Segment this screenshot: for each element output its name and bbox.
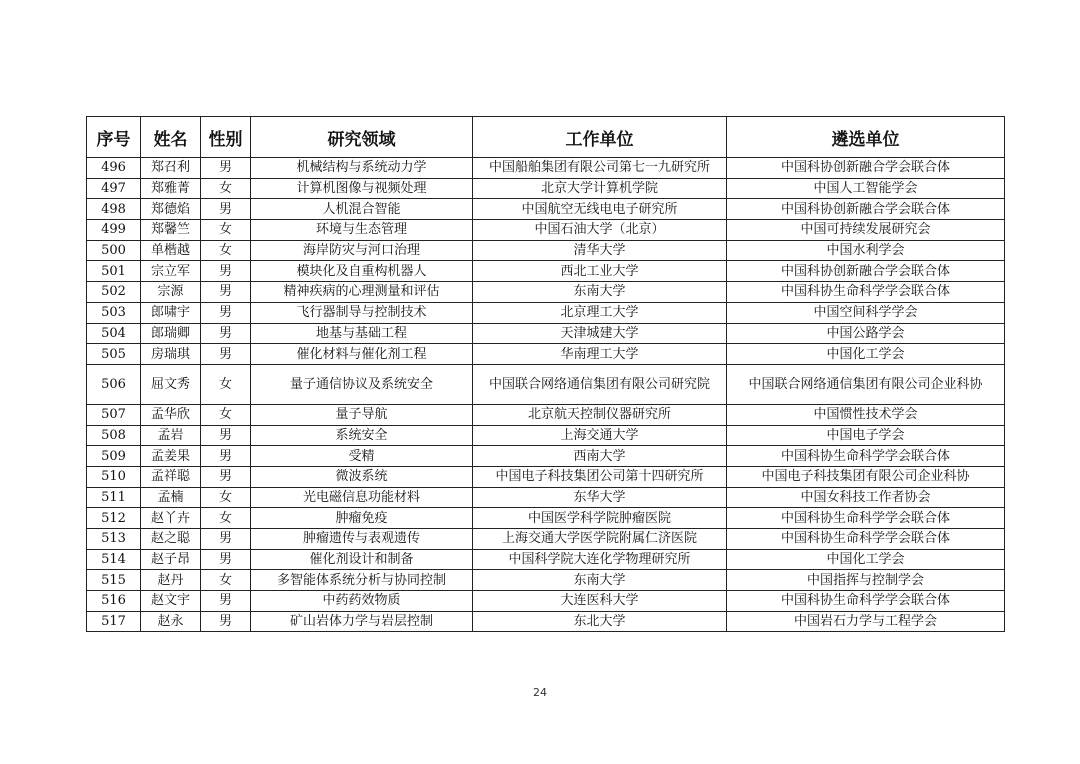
cell-field: 催化材料与催化剂工程	[251, 344, 473, 365]
cell-name: 屈文秀	[141, 364, 201, 404]
header-name: 姓名	[141, 117, 201, 158]
cell-name: 房瑞琪	[141, 344, 201, 365]
cell-workplace: 东北大学	[473, 611, 727, 632]
cell-index: 510	[87, 466, 141, 487]
cell-gender: 男	[201, 611, 251, 632]
cell-workplace: 中国联合网络通信集团有限公司研究院	[473, 364, 727, 404]
cell-name: 郎啸宇	[141, 302, 201, 323]
cell-field: 催化剂设计和制备	[251, 549, 473, 570]
table-row	[87, 425, 1005, 446]
cell-gender: 男	[201, 282, 251, 303]
cell-name: 郎瑞卿	[141, 323, 201, 344]
cell-field: 量子导航	[251, 404, 473, 425]
cell-name: 赵丹	[141, 570, 201, 591]
cell-workplace: 北京理工大学	[473, 302, 727, 323]
cell-nominator: 中国科协生命科学学会联合体	[727, 591, 1005, 612]
cell-index: 509	[87, 446, 141, 467]
cell-nominator: 中国科协生命科学学会联合体	[727, 282, 1005, 303]
table-row	[87, 364, 1005, 404]
header-workplace: 工作单位	[473, 117, 727, 158]
cell-name: 郑雅菁	[141, 178, 201, 199]
table-row	[87, 611, 1005, 632]
cell-field: 受精	[251, 446, 473, 467]
cell-field: 中药药效物质	[251, 591, 473, 612]
cell-nominator: 中国电子科技集团有限公司企业科协	[727, 466, 1005, 487]
table-row	[87, 282, 1005, 303]
cell-gender: 女	[201, 220, 251, 241]
table-row	[87, 344, 1005, 365]
cell-name: 赵永	[141, 611, 201, 632]
cell-field: 多智能体系统分析与协同控制	[251, 570, 473, 591]
cell-workplace: 上海交通大学	[473, 425, 727, 446]
cell-gender: 女	[201, 487, 251, 508]
cell-nominator: 中国人工智能学会	[727, 178, 1005, 199]
cell-workplace: 西南大学	[473, 446, 727, 467]
cell-nominator: 中国水利学会	[727, 240, 1005, 261]
cell-field: 地基与基础工程	[251, 323, 473, 344]
cell-gender: 男	[201, 199, 251, 220]
cell-name: 宗立军	[141, 261, 201, 282]
table-row	[87, 323, 1005, 344]
cell-index: 517	[87, 611, 141, 632]
cell-field: 人机混合智能	[251, 199, 473, 220]
cell-index: 516	[87, 591, 141, 612]
cell-nominator: 中国科协生命科学学会联合体	[727, 446, 1005, 467]
cell-nominator: 中国指挥与控制学会	[727, 570, 1005, 591]
cell-nominator: 中国可持续发展研究会	[727, 220, 1005, 241]
table-row	[87, 487, 1005, 508]
cell-index: 511	[87, 487, 141, 508]
cell-field: 微波系统	[251, 466, 473, 487]
table-row	[87, 529, 1005, 550]
cell-nominator: 中国科协生命科学学会联合体	[727, 529, 1005, 550]
cell-workplace: 大连医科大学	[473, 591, 727, 612]
cell-nominator: 中国科协生命科学学会联合体	[727, 508, 1005, 529]
header-index: 序号	[87, 117, 141, 158]
cell-gender: 男	[201, 446, 251, 467]
cell-name: 赵之聪	[141, 529, 201, 550]
cell-gender: 男	[201, 261, 251, 282]
cell-index: 499	[87, 220, 141, 241]
header-field: 研究领域	[251, 117, 473, 158]
header-nominator: 遴选单位	[727, 117, 1005, 158]
cell-index: 515	[87, 570, 141, 591]
cell-field: 机械结构与系统动力学	[251, 158, 473, 179]
cell-name: 郑馨竺	[141, 220, 201, 241]
cell-gender: 男	[201, 323, 251, 344]
cell-gender: 女	[201, 508, 251, 529]
cell-index: 514	[87, 549, 141, 570]
cell-nominator: 中国化工学会	[727, 344, 1005, 365]
table-row	[87, 508, 1005, 529]
cell-index: 497	[87, 178, 141, 199]
cell-index: 496	[87, 158, 141, 179]
page-number: 24	[533, 686, 547, 699]
cell-name: 孟楠	[141, 487, 201, 508]
cell-workplace: 天津城建大学	[473, 323, 727, 344]
cell-index: 503	[87, 302, 141, 323]
table-row	[87, 570, 1005, 591]
cell-index: 498	[87, 199, 141, 220]
cell-nominator: 中国科协创新融合学会联合体	[727, 261, 1005, 282]
cell-nominator: 中国岩石力学与工程学会	[727, 611, 1005, 632]
personnel-table	[86, 116, 1005, 632]
cell-field: 海岸防灾与河口治理	[251, 240, 473, 261]
cell-gender: 男	[201, 591, 251, 612]
cell-gender: 男	[201, 425, 251, 446]
cell-index: 500	[87, 240, 141, 261]
table-row	[87, 466, 1005, 487]
cell-nominator: 中国科协创新融合学会联合体	[727, 158, 1005, 179]
cell-name: 孟华欣	[141, 404, 201, 425]
cell-workplace: 中国航空无线电电子研究所	[473, 199, 727, 220]
cell-field: 矿山岩体力学与岩层控制	[251, 611, 473, 632]
table-row	[87, 240, 1005, 261]
cell-index: 508	[87, 425, 141, 446]
cell-index: 512	[87, 508, 141, 529]
cell-nominator: 中国空间科学学会	[727, 302, 1005, 323]
cell-workplace: 北京大学计算机学院	[473, 178, 727, 199]
cell-name: 孟祥聪	[141, 466, 201, 487]
cell-gender: 女	[201, 240, 251, 261]
cell-workplace: 东华大学	[473, 487, 727, 508]
cell-nominator: 中国惯性技术学会	[727, 404, 1005, 425]
cell-workplace: 东南大学	[473, 282, 727, 303]
cell-gender: 男	[201, 549, 251, 570]
cell-field: 飞行器制导与控制技术	[251, 302, 473, 323]
cell-name: 赵子昂	[141, 549, 201, 570]
cell-workplace: 中国石油大学（北京）	[473, 220, 727, 241]
table-row	[87, 199, 1005, 220]
cell-index: 505	[87, 344, 141, 365]
table-row	[87, 549, 1005, 570]
cell-name: 郑德焰	[141, 199, 201, 220]
cell-field: 模块化及自重构机器人	[251, 261, 473, 282]
table-header-row	[87, 117, 1005, 158]
cell-field: 环境与生态管理	[251, 220, 473, 241]
cell-workplace: 中国医学科学院肿瘤医院	[473, 508, 727, 529]
cell-nominator: 中国科协创新融合学会联合体	[727, 199, 1005, 220]
cell-workplace: 西北工业大学	[473, 261, 727, 282]
table-row	[87, 446, 1005, 467]
cell-name: 赵丫卉	[141, 508, 201, 529]
cell-name: 宗源	[141, 282, 201, 303]
cell-workplace: 清华大学	[473, 240, 727, 261]
header-gender: 性别	[201, 117, 251, 158]
table-row	[87, 261, 1005, 282]
cell-gender: 男	[201, 344, 251, 365]
cell-index: 502	[87, 282, 141, 303]
cell-workplace: 东南大学	[473, 570, 727, 591]
cell-nominator: 中国联合网络通信集团有限公司企业科协	[727, 364, 1005, 404]
cell-index: 504	[87, 323, 141, 344]
table-row	[87, 302, 1005, 323]
cell-workplace: 华南理工大学	[473, 344, 727, 365]
cell-field: 光电磁信息功能材料	[251, 487, 473, 508]
cell-workplace: 上海交通大学医学院附属仁济医院	[473, 529, 727, 550]
cell-field: 量子通信协议及系统安全	[251, 364, 473, 404]
table-row	[87, 158, 1005, 179]
cell-gender: 女	[201, 178, 251, 199]
cell-field: 系统安全	[251, 425, 473, 446]
cell-workplace: 中国科学院大连化学物理研究所	[473, 549, 727, 570]
cell-name: 郑召利	[141, 158, 201, 179]
cell-index: 501	[87, 261, 141, 282]
cell-name: 单楷越	[141, 240, 201, 261]
table-row	[87, 591, 1005, 612]
cell-nominator: 中国公路学会	[727, 323, 1005, 344]
cell-gender: 女	[201, 570, 251, 591]
cell-index: 507	[87, 404, 141, 425]
cell-field: 肿瘤免疫	[251, 508, 473, 529]
cell-index: 513	[87, 529, 141, 550]
table-row	[87, 178, 1005, 199]
cell-name: 孟姜果	[141, 446, 201, 467]
cell-gender: 男	[201, 529, 251, 550]
cell-nominator: 中国化工学会	[727, 549, 1005, 570]
cell-field: 肿瘤遗传与表观遗传	[251, 529, 473, 550]
table-row	[87, 404, 1005, 425]
cell-workplace: 中国电子科技集团公司第十四研究所	[473, 466, 727, 487]
cell-workplace: 中国船舶集团有限公司第七一九研究所	[473, 158, 727, 179]
cell-name: 赵文宇	[141, 591, 201, 612]
cell-index: 506	[87, 364, 141, 404]
cell-workplace: 北京航天控制仪器研究所	[473, 404, 727, 425]
cell-field: 计算机图像与视频处理	[251, 178, 473, 199]
cell-gender: 男	[201, 466, 251, 487]
cell-gender: 男	[201, 158, 251, 179]
cell-gender: 女	[201, 404, 251, 425]
cell-nominator: 中国女科技工作者协会	[727, 487, 1005, 508]
cell-field: 精神疾病的心理测量和评估	[251, 282, 473, 303]
table-row	[87, 220, 1005, 241]
cell-nominator: 中国电子学会	[727, 425, 1005, 446]
cell-gender: 男	[201, 302, 251, 323]
cell-gender: 女	[201, 364, 251, 404]
cell-name: 孟岩	[141, 425, 201, 446]
